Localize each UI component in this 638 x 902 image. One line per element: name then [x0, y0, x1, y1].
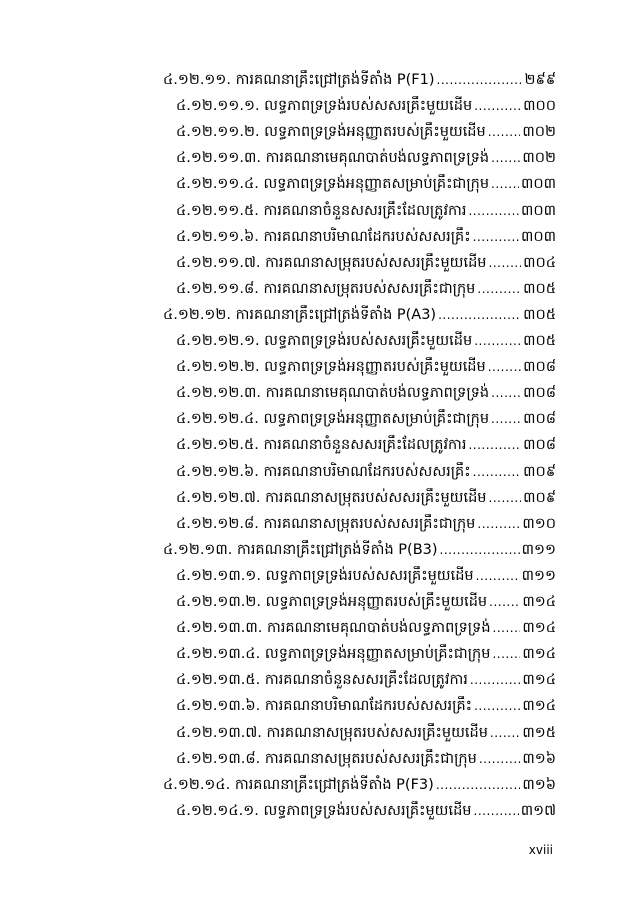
dot-leader	[479, 746, 521, 772]
dot-leader	[491, 145, 520, 171]
toc-entry-title: ៤.១២.១១.២. លទ្ធភាពទ្រទ្រង់អនុញ្ញាតរបស់គ្រឹះមួយដើម	[176, 124, 486, 141]
toc-subsection-entry[interactable]	[176, 328, 556, 354]
dot-leader	[491, 171, 519, 197]
toc-entry-page: ៣០៥	[523, 333, 556, 349]
toc-entry-title: ៤.១២.១១.៣. ការគណនាមេគុណបាត់បង់លទ្ធភាពទ្រទ្រង់	[176, 150, 490, 167]
dot-leader	[438, 302, 521, 328]
toc-subsection-entry[interactable]	[176, 145, 556, 171]
toc-subsection-entry[interactable]	[176, 615, 556, 641]
dot-leader	[437, 67, 523, 93]
toc-entry-title: ៤.១២.១១.១. លទ្ធភាពទ្រទ្រង់របស់សសរគ្រឹះមួយដើម	[176, 98, 473, 115]
dot-leader	[477, 511, 520, 537]
toc-subsection-entry[interactable]	[176, 224, 556, 250]
dot-leader	[474, 693, 520, 719]
dot-leader	[492, 641, 520, 667]
toc-entry-page: ៣០០	[523, 98, 556, 115]
toc-entry-page: ៣១៥	[522, 724, 556, 741]
page-number: xviii	[528, 843, 553, 857]
toc-entry-page: ៣១១	[521, 541, 556, 558]
toc-subsection-entry[interactable]	[176, 380, 556, 406]
dot-leader	[436, 772, 521, 798]
toc-subsection-entry[interactable]	[176, 589, 556, 615]
toc-entry-page: ២៩៩	[524, 72, 556, 88]
toc-entry-title: ៤.១២.១៣.៥. ការគណនាចំនួនសសរគ្រឹះដែលត្រូវការ	[176, 672, 468, 689]
toc-subsection-entry[interactable]	[176, 641, 556, 667]
toc-entry-page: ៣០២	[522, 150, 556, 167]
dot-leader	[473, 459, 521, 485]
dot-leader	[489, 485, 522, 511]
toc-entry-title: ៤.១២.១៤. ការគណនាគ្រឹះជ្រៅត្រង់ទីតាំង P(F3)	[163, 776, 434, 793]
dot-leader	[468, 432, 521, 458]
dot-leader	[474, 328, 521, 354]
dot-leader	[491, 380, 521, 406]
toc-entry-page: ៣០៣	[520, 228, 556, 245]
toc-entry-title: ៤.១២.១១. ការគណនាគ្រឹះជ្រៅត្រង់ទីតាំង P(F1)	[163, 72, 435, 88]
toc-subsection-entry[interactable]	[176, 667, 556, 693]
toc-entry-title: ៤.១២.១២.១. លទ្ធភាពទ្រទ្រង់របស់សសរគ្រឹះមួយដើម	[176, 333, 473, 349]
toc-entry-page: ៣១៤	[522, 594, 556, 610]
toc-entry-page: ៣០៥	[523, 306, 556, 323]
toc-subsection-entry[interactable]	[176, 720, 556, 746]
toc-entry-title: ៤.១២.១១.៥. ការគណនាចំនួនសសរគ្រឹះដែលត្រូវការ	[176, 202, 467, 219]
toc-subsection-entry[interactable]	[176, 406, 556, 432]
toc-entry-page: ៣០៨	[523, 411, 556, 428]
toc-subsection-entry[interactable]	[176, 354, 556, 380]
dot-leader	[474, 798, 519, 824]
dot-leader	[493, 615, 521, 641]
toc-entry-page: ៣១៤	[522, 698, 556, 715]
toc-entry-page: ៣០២	[522, 124, 556, 141]
toc-entry-title: ៤.១២.១២.៥. ការគណនាចំនួនសសរគ្រឹះដែលត្រូវការ	[176, 437, 467, 454]
toc-subsection-entry[interactable]	[176, 171, 556, 197]
toc-subsection-entry[interactable]	[176, 459, 556, 485]
dot-leader	[491, 406, 521, 432]
toc-entry-title: ៤.១២.១១.៤. លទ្ធភាពទ្រទ្រង់អនុញ្ញាតសម្រាប់គ្រឹះជាក្រុម	[176, 176, 490, 193]
dot-leader	[440, 537, 520, 563]
toc-section-entry[interactable]	[163, 772, 556, 798]
toc-entry-title: ៤.១២.១៣.២. លទ្ធភាពទ្រទ្រង់អនុញ្ញាតរបស់គ្រឹះមួយដើម	[176, 594, 488, 610]
toc-entry-page: ៣១៦	[522, 776, 556, 793]
dot-leader	[489, 589, 520, 615]
toc-entry-title: ៤.១២.១២.៣. ការគណនាមេគុណបាត់បង់លទ្ធភាពទ្រទ្រង់	[176, 385, 490, 402]
toc-subsection-entry[interactable]	[176, 93, 556, 119]
dot-leader	[476, 563, 520, 589]
toc-entry-page: ៣១០	[522, 515, 556, 532]
dot-leader	[468, 198, 518, 224]
dot-leader	[489, 250, 522, 276]
dot-leader	[470, 667, 520, 693]
toc-entry-title: ៤.១២.១២.៦. ការគណនាបរិមាណដែករបស់សសរគ្រឹះ	[176, 463, 471, 480]
toc-entry-title: ៤.១២.១៣.៣. ការគណនាមេគុណបាត់បង់លទ្ធភាពទ្រទ្រង់	[176, 620, 491, 637]
toc-entry-page: ៣០៤	[523, 254, 556, 271]
toc-entry-page: ៣១៤	[522, 620, 556, 637]
toc-subsection-entry[interactable]	[176, 432, 556, 458]
toc-entry-title: ៤.១២.១៤.១. លទ្ធភាពទ្រទ្រង់របស់សសរគ្រឹះមួយដើម	[176, 802, 472, 819]
toc-subsection-entry[interactable]	[176, 119, 556, 145]
toc-entry-title: ៤.១២.១២.៤. លទ្ធភាពទ្រទ្រង់អនុញ្ញាតសម្រាប់គ្រឹះជាក្រុម	[176, 411, 490, 428]
toc-entry-page: ៣០៥	[523, 280, 556, 297]
toc-subsection-entry[interactable]	[176, 198, 556, 224]
toc-entry-title: ៤.១២.១៣.១. លទ្ធភាពទ្រទ្រង់របស់សសរគ្រឹះមួយដើម	[176, 567, 474, 584]
dot-leader	[490, 720, 520, 746]
toc-entry-title: ៤.១២.១១.៨. ការគណនាសម្រុតរបស់សសរគ្រឹះជាក្រុម	[176, 280, 476, 297]
toc-subsection-entry[interactable]	[176, 563, 556, 589]
toc-subsection-entry[interactable]	[176, 511, 556, 537]
dot-leader	[488, 119, 521, 145]
toc-subsection-entry[interactable]	[176, 250, 556, 276]
toc-entry-title: ៤.១២.១១.៧. ការគណនាសម្រុតរបស់សសរគ្រឹះមួយដើម	[176, 254, 487, 271]
toc-section-entry[interactable]	[163, 302, 556, 328]
toc-entry-page: ៣១៦	[522, 750, 556, 767]
dot-leader	[477, 276, 521, 302]
toc-entry-page: ៣០៨	[523, 359, 556, 376]
toc-entry-title: ៤.១២.១៣.៦. ការគណនាបរិមាណដែករបស់សសរគ្រឹះ	[176, 698, 473, 715]
toc-entry-title: ៤.១២.១៣. ការគណនាគ្រឹះជ្រៅត្រង់ទីតាំង P(B3)	[163, 541, 438, 558]
toc-subsection-entry[interactable]	[176, 693, 556, 719]
toc-entry-title: ៤.១២.១២.៧. ការគណនាសម្រុតរបស់សសរគ្រឹះមួយដើម	[176, 489, 487, 506]
toc-section-entry[interactable]	[163, 537, 556, 563]
toc-subsection-entry[interactable]	[176, 746, 556, 772]
toc-subsection-entry[interactable]	[176, 798, 556, 824]
toc-entry-page: ៣០៣	[520, 176, 556, 193]
toc-entry-page: ៣០៣	[520, 202, 556, 219]
toc-entry-page: ៣០៨	[523, 437, 556, 454]
dot-leader	[473, 224, 519, 250]
toc-entry-page: ៣១៤	[522, 672, 556, 689]
toc-entry-title: ៤.១២.១១.៦. ការគណនាបរិមាណដែករបស់សសរគ្រឹះ	[176, 228, 471, 245]
toc-entry-page: ៣០៨	[523, 385, 556, 402]
toc-subsection-entry[interactable]	[176, 485, 556, 511]
toc-entry-page: ៣០៩	[523, 463, 556, 480]
toc-entry-page: ៣១១	[521, 567, 556, 584]
toc-entry-page: ៣១៧	[520, 802, 556, 819]
toc-subsection-entry[interactable]	[176, 276, 556, 302]
toc-entry-title: ៤.១២.១២.៨. ការគណនាសម្រុតរបស់សសរគ្រឹះជាក្រុម	[176, 515, 476, 532]
dot-leader	[474, 93, 521, 119]
dot-leader	[488, 354, 521, 380]
toc-section-entry[interactable]	[163, 67, 556, 93]
toc-entry-page: ៣០៩	[523, 489, 556, 506]
toc-entry-page: ៣១៤	[522, 646, 556, 663]
toc-entry-title: ៤.១២.១៣.៤. លទ្ធភាពទ្រទ្រង់អនុញ្ញាតសម្រាប់គ្រឹះជាក្រុម	[176, 646, 491, 663]
toc-entry-title: ៤.១២.១២.២. លទ្ធភាពទ្រទ្រង់អនុញ្ញាតរបស់គ្រឹះមួយដើម	[176, 359, 486, 376]
toc-entry-title: ៤.១២.១២. ការគណនាគ្រឹះជ្រៅត្រង់ទីតាំង P(A3)	[163, 306, 437, 323]
toc-entry-title: ៤.១២.១៣.៧. ការគណនាសម្រុតរបស់សសរគ្រឹះមួយដើម	[176, 724, 488, 741]
toc-entry-title: ៤.១២.១៣.៨. ការគណនាសម្រុតរបស់សសរគ្រឹះជាក្រុម	[176, 750, 477, 767]
